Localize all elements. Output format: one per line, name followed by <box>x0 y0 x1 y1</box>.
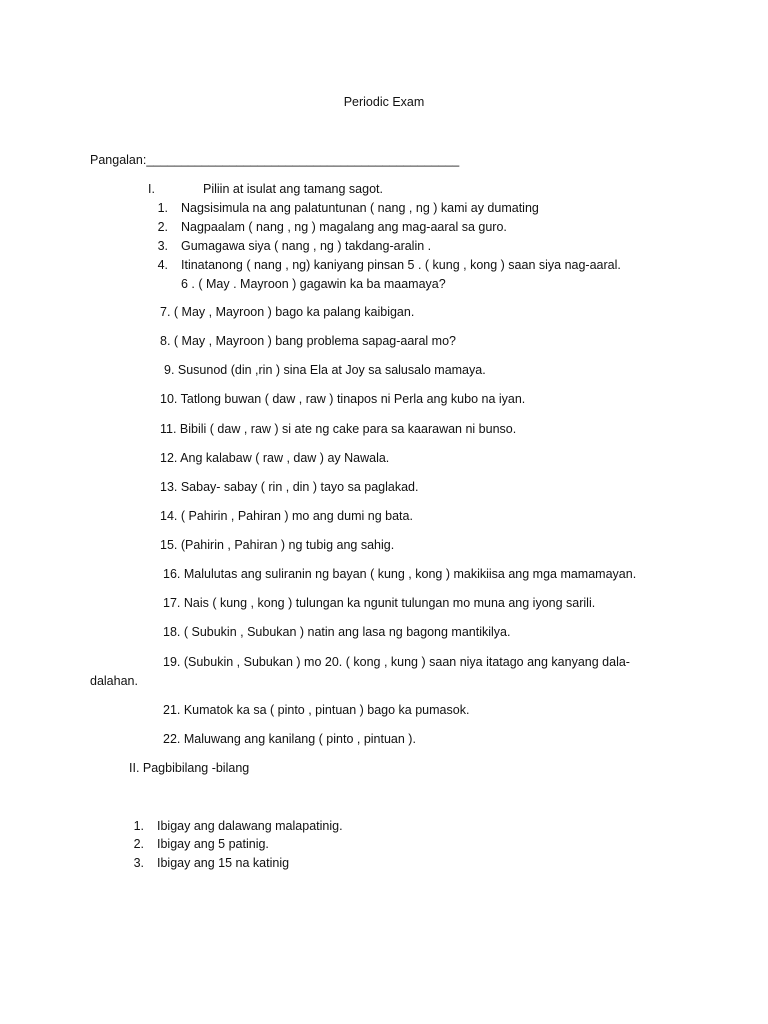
list-item: Ibigay ang dalawang malapatinig. <box>157 819 343 833</box>
question-item: 16. Malulutas ang suliranin ng bayan ( kung , kong ) makikiisa ang mga mamamayan. <box>163 567 637 581</box>
question-item: 15. (Pahirin , Pahiran ) ng tubig ang sahig. <box>160 538 395 552</box>
name-label: Pangalan: <box>90 153 147 167</box>
question-item: 21. Kumatok ka sa ( pinto , pintuan ) bago ka pumasok. <box>163 703 470 717</box>
part2-heading: II. Pagbibilang -bilang <box>129 761 250 775</box>
question-item: 17. Nais ( kung , kong ) tulungan ka ngunit tulungan mo muna ang iyong sarili. <box>163 596 596 610</box>
list-item-number: 2. <box>157 220 168 234</box>
question-item: 18. ( Subukin , Subukan ) natin ang lasa ng bagong mantikilya. <box>163 625 511 639</box>
list-item: Gumagawa siya ( nang , ng ) takdang-aralin . <box>181 239 432 253</box>
list-item-number: 1. <box>133 819 144 833</box>
list-item-number: 1. <box>157 201 168 215</box>
list-item-number: 2. <box>133 837 144 851</box>
list-item: Nagpaalam ( nang , ng ) magalang ang mag-aaral sa guro. <box>181 220 507 234</box>
question-item: 6 . ( May . Mayroon ) gagawin ka ba maamaya? <box>181 277 446 291</box>
list-item: Itinatanong ( nang , ng) kaniyang pinsan 5 . ( kung , kong ) saan siya nag-aaral. <box>181 258 621 272</box>
question-item: 7. ( May , Mayroon ) bago ka palang kaibigan. <box>160 305 415 319</box>
question-item: 9. Susunod (din ,rin ) sina Ela at Joy sa salusalo mamaya. <box>164 363 486 377</box>
question-item-continuation: dalahan. <box>90 674 138 688</box>
name-field-line <box>90 152 459 168</box>
list-item-number: 4. <box>157 258 168 272</box>
question-item: 22. Maluwang ang kanilang ( pinto , pintuan ). <box>163 732 416 746</box>
question-item: 13. Sabay- sabay ( rin , din ) tayo sa paglakad. <box>160 480 419 494</box>
question-item: 10. Tatlong buwan ( daw , raw ) tinapos ni Perla ang kubo na iyan. <box>160 392 526 406</box>
page-title: Periodic Exam <box>343 95 425 109</box>
question-item: 14. ( Pahirin , Pahiran ) mo ang dumi ng bata. <box>160 509 413 523</box>
list-item-number: 3. <box>133 856 144 870</box>
question-item: 19. (Subukin , Subukan ) mo 20. ( kong , kung ) saan niya itatago ang kanyang dala- <box>163 655 630 669</box>
name-blank: _____________________________________________ <box>146 153 460 167</box>
list-item: Ibigay ang 5 patinig. <box>157 837 269 851</box>
list-item-number: 3. <box>157 239 168 253</box>
question-item: 11. Bibili ( daw , raw ) si ate ng cake para sa kaarawan ni bunso. <box>160 422 517 436</box>
question-item: 12. Ang kalabaw ( raw , daw ) ay Nawala. <box>160 451 390 465</box>
list-item: Ibigay ang 15 na katinig <box>157 856 290 870</box>
part1-instruction: Piliin at isulat ang tamang sagot. <box>203 182 383 196</box>
question-item: 8. ( May , Mayroon ) bang problema sapag-aaral mo? <box>160 334 456 348</box>
list-item: Nagsisimula na ang palatuntunan ( nang , ng ) kami ay dumating <box>181 201 539 215</box>
part1-numeral: I. <box>148 182 155 196</box>
